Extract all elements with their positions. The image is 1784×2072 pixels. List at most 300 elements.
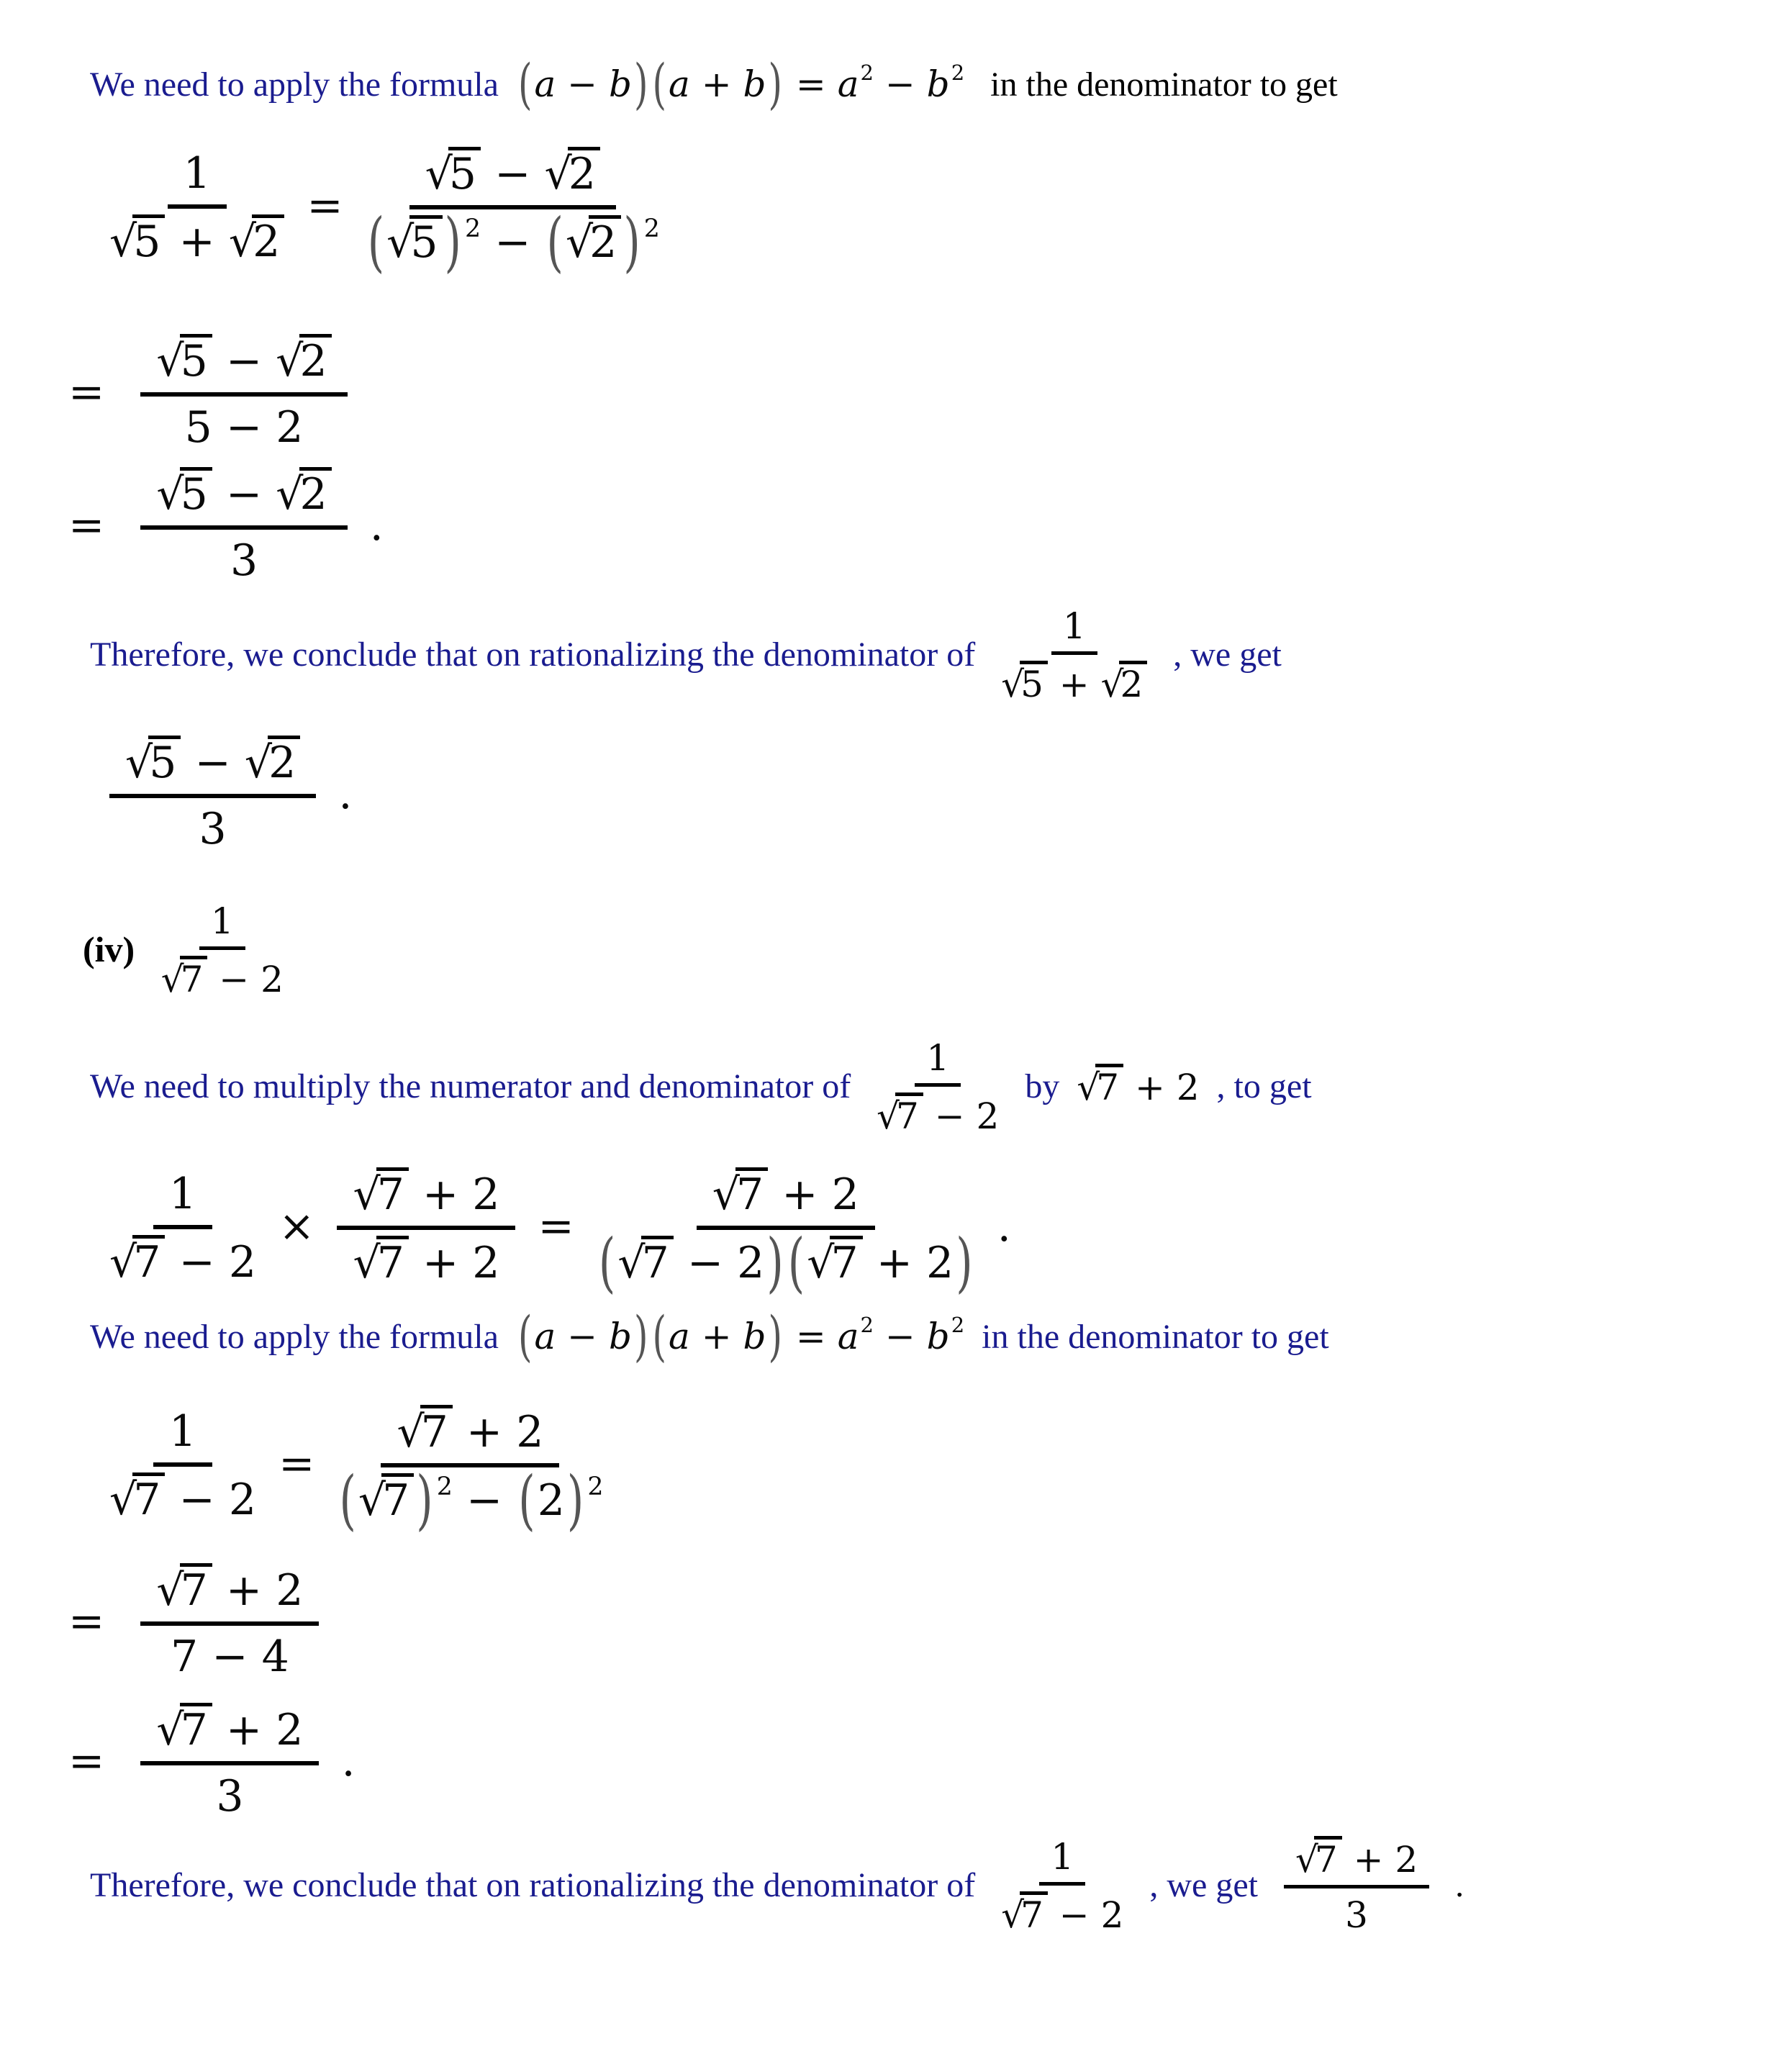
sqrt-radical — [276, 334, 331, 386]
paragraph — [83, 898, 301, 1000]
text-segment: in the denominator to get — [973, 1317, 1329, 1356]
math-operator: + — [408, 1170, 473, 1220]
math-operator: − — [165, 1236, 229, 1288]
radicand: 7 — [1095, 1064, 1123, 1105]
sqrt-radical — [353, 1167, 408, 1220]
math-operator: = — [293, 181, 357, 231]
open-paren: ( — [598, 1225, 616, 1301]
radical-sign-icon: √ — [228, 216, 257, 267]
fraction-numerator — [915, 1035, 961, 1087]
open-paren: ( — [652, 53, 666, 116]
math-operator: = — [265, 1439, 329, 1489]
math-operator: = — [784, 1316, 838, 1357]
radical-sign-icon: √ — [397, 1407, 425, 1457]
math-operator: − — [165, 1474, 229, 1525]
radical-sign-icon: √ — [877, 1095, 900, 1137]
radical-sign-icon: √ — [125, 738, 153, 788]
radicand: 7 — [376, 1167, 409, 1216]
radicand: 2 — [252, 214, 284, 263]
math-operator: = — [68, 366, 132, 417]
math-number: 1 — [168, 1406, 197, 1457]
math-operator: − — [481, 149, 545, 199]
sqrt-radical — [109, 1472, 165, 1525]
paragraph — [90, 603, 1282, 705]
fraction-numerator — [1051, 603, 1097, 655]
inline-math — [868, 1035, 1008, 1137]
text-segment: We need to multiply the numerator and denominator of — [90, 1067, 860, 1105]
close-paren: ) — [416, 1462, 433, 1539]
radical-sign-icon: √ — [109, 1474, 137, 1525]
math-operator: − — [873, 1316, 927, 1357]
sqrt-radical — [1295, 1836, 1342, 1881]
math-variable: b — [743, 63, 766, 105]
paren-content — [538, 1475, 565, 1526]
fraction-denominator — [1001, 655, 1147, 705]
math-operator: . — [327, 1735, 356, 1786]
math-number: 2 — [516, 1407, 544, 1457]
fraction-denominator — [109, 1467, 256, 1525]
fraction-denominator — [1345, 1888, 1368, 1936]
radicand: 5 — [409, 215, 442, 264]
inline-math — [516, 53, 965, 116]
math-operator: + — [1341, 1839, 1395, 1881]
fraction — [366, 144, 660, 281]
fraction-denominator — [230, 530, 258, 586]
fraction-denominator — [353, 1230, 499, 1288]
sqrt-radical — [244, 736, 300, 788]
equation — [68, 331, 356, 453]
math-number: 2 — [228, 1236, 257, 1288]
math-number: 1 — [210, 900, 234, 942]
math-variable: a — [837, 1316, 859, 1357]
radical-sign-icon: √ — [160, 959, 184, 1000]
radical-sign-icon: √ — [156, 336, 184, 386]
paren-group — [337, 1462, 435, 1539]
fraction — [1001, 1834, 1123, 1936]
math-variable: a — [837, 63, 859, 105]
radicand: 7 — [641, 1236, 674, 1285]
close-paren: ) — [444, 204, 461, 281]
sqrt-radical — [156, 1563, 212, 1616]
fraction — [337, 1164, 515, 1288]
radical-sign-icon: √ — [109, 1236, 137, 1288]
fraction-numerator — [337, 1164, 515, 1230]
radicand: 5 — [180, 334, 212, 383]
equation — [101, 1402, 612, 1539]
radical-sign-icon: √ — [276, 336, 304, 386]
math-number: 2 — [261, 959, 284, 1000]
fraction-denominator — [366, 204, 660, 281]
math-operator: . — [356, 499, 384, 551]
close-paren: ) — [623, 204, 640, 281]
math-operator: − — [556, 63, 609, 105]
paren-content — [534, 1316, 632, 1357]
math-number: 1 — [926, 1037, 950, 1079]
radical-sign-icon: √ — [1077, 1067, 1100, 1108]
sqrt-radical — [353, 1236, 408, 1288]
sqrt-radical — [397, 1405, 452, 1457]
sqrt-radical — [712, 1167, 768, 1220]
text-segment: Therefore, we conclude that on rationalizing the denominator of — [90, 635, 984, 674]
math-number: 3 — [216, 1771, 244, 1822]
math-superscript: 2 — [587, 1472, 604, 1502]
math-operator: = — [68, 499, 132, 551]
math-operator: + — [452, 1407, 517, 1457]
math-operator: − — [673, 1238, 738, 1288]
fraction-denominator — [216, 1765, 243, 1822]
radicand: 7 — [180, 956, 208, 997]
fraction-denominator — [199, 798, 227, 854]
math-operator: = — [784, 63, 838, 105]
paren-group — [786, 1225, 975, 1301]
math-operator: − — [556, 1316, 609, 1357]
math-superscript: 2 — [436, 1472, 453, 1502]
sqrt-radical — [386, 215, 442, 268]
math-operator: + — [1047, 664, 1101, 705]
paragraph — [90, 1834, 1464, 1936]
math-variable: b — [926, 63, 950, 105]
paren-content — [669, 1316, 766, 1357]
fraction-denominator — [109, 1229, 256, 1288]
radical-sign-icon: √ — [276, 469, 304, 520]
fraction — [109, 1166, 256, 1288]
math-operator: − — [181, 738, 245, 788]
close-paren: ) — [768, 53, 783, 116]
math-number: 3 — [1345, 1894, 1368, 1936]
open-paren: ( — [652, 1305, 666, 1368]
math-superscript: 2 — [860, 1312, 874, 1337]
paren-content — [669, 63, 766, 105]
paren-content — [617, 1236, 764, 1288]
radicand: 7 — [735, 1167, 768, 1216]
math-operator: = — [68, 1596, 132, 1647]
math-number: 2 — [1395, 1839, 1418, 1881]
open-paren: ( — [787, 1225, 805, 1301]
radical-sign-icon: √ — [425, 149, 453, 199]
radical-sign-icon: √ — [1100, 664, 1124, 705]
paren-group — [650, 1305, 784, 1368]
inline-math — [1275, 1834, 1438, 1936]
open-paren: ( — [339, 1462, 356, 1539]
paragraph — [90, 1305, 1329, 1368]
sqrt-radical — [565, 215, 621, 268]
sqrt-radical — [1100, 661, 1148, 705]
fraction-numerator — [1039, 1834, 1085, 1886]
math-number: 2 — [472, 1238, 500, 1288]
math-operator: − — [873, 63, 927, 105]
fraction-numerator — [109, 733, 316, 798]
sqrt-radical — [1077, 1064, 1123, 1108]
fraction-denominator — [1001, 1886, 1123, 1936]
math-operator: + — [689, 63, 743, 105]
equation — [68, 1700, 356, 1822]
sqrt-radical — [156, 334, 212, 386]
inline-math — [516, 1305, 965, 1368]
paren-content — [358, 1473, 414, 1526]
math-operator: + — [408, 1238, 473, 1288]
math-number: 2 — [276, 1705, 304, 1755]
fraction-denominator — [877, 1087, 999, 1137]
inline-math — [1077, 1064, 1199, 1108]
math-operator: + — [165, 216, 229, 267]
fraction — [597, 1164, 975, 1301]
text-segment: , we get — [1141, 1865, 1267, 1904]
inline-math — [992, 1834, 1132, 1936]
radicand: 2 — [589, 215, 621, 264]
paragraph — [90, 53, 1338, 116]
fraction-numerator — [140, 1700, 319, 1765]
math-number: 5 − 2 — [184, 402, 304, 453]
text-segment: by — [1016, 1067, 1069, 1105]
sqrt-radical — [544, 147, 600, 199]
sqrt-radical — [617, 1236, 673, 1288]
math-variable: b — [608, 63, 632, 105]
fraction — [109, 733, 316, 854]
fraction-denominator — [185, 397, 304, 453]
radical-sign-icon: √ — [565, 217, 594, 268]
fraction-denominator — [161, 950, 284, 1000]
fraction-numerator — [697, 1164, 875, 1230]
fraction — [109, 145, 284, 267]
math-superscript: 2 — [860, 60, 874, 85]
math-operator: . — [325, 768, 353, 819]
math-operator: . — [983, 1201, 1011, 1252]
equation — [101, 1164, 1011, 1301]
open-paren: ( — [546, 204, 563, 281]
math-superscript: 2 — [951, 1312, 965, 1337]
radical-sign-icon: √ — [1001, 1894, 1025, 1936]
fraction-denominator — [597, 1225, 975, 1301]
open-paren: ( — [518, 1462, 535, 1539]
radical-sign-icon: √ — [712, 1170, 740, 1220]
fraction-numerator — [199, 898, 245, 950]
fraction-numerator — [140, 464, 347, 530]
math-operator: + — [212, 1565, 276, 1616]
math-number: 2 — [537, 1475, 565, 1526]
fraction — [1001, 603, 1147, 705]
close-paren: ) — [768, 1305, 783, 1368]
fraction-numerator — [153, 1403, 212, 1467]
paren-group — [366, 204, 463, 281]
math-operator: − — [207, 959, 261, 1000]
sqrt-radical — [109, 214, 165, 267]
fraction-denominator — [171, 1626, 289, 1682]
math-operator: − — [1047, 1894, 1101, 1936]
fraction — [140, 464, 347, 586]
paren-group — [597, 1225, 786, 1301]
paren-content — [386, 215, 442, 268]
math-number: 2 — [831, 1170, 859, 1220]
fraction-numerator — [409, 144, 616, 209]
radicand: 7 — [895, 1092, 923, 1134]
radicand: 7 — [1314, 1836, 1342, 1878]
paren-content — [534, 63, 632, 105]
text-segment: , to get — [1208, 1067, 1312, 1105]
open-paren: ( — [367, 204, 385, 281]
fraction — [140, 331, 347, 453]
math-operator: = — [68, 1735, 132, 1786]
equation — [68, 1560, 327, 1682]
math-number: 1 — [168, 1168, 197, 1219]
math-operator: − — [212, 336, 276, 386]
fraction — [337, 1402, 604, 1539]
inline-math — [992, 603, 1156, 705]
sqrt-radical — [156, 1703, 212, 1755]
radical-sign-icon: √ — [244, 738, 273, 788]
paren-content — [565, 215, 621, 268]
radical-sign-icon: √ — [353, 1170, 381, 1220]
close-paren: ) — [633, 1305, 648, 1368]
radical-sign-icon: √ — [358, 1475, 386, 1526]
fraction — [161, 898, 284, 1000]
radicand: 7 — [132, 1235, 165, 1284]
math-superscript: 2 — [464, 214, 481, 244]
radicand: 7 — [376, 1236, 409, 1285]
radical-sign-icon: √ — [617, 1238, 646, 1288]
math-number: 3 — [199, 804, 227, 854]
fraction-numerator — [140, 1560, 319, 1626]
sqrt-radical — [1001, 661, 1048, 705]
radical-sign-icon: √ — [1295, 1839, 1318, 1881]
radicand: 5 — [1020, 661, 1048, 702]
fraction-numerator — [381, 1402, 559, 1467]
radicand: 2 — [299, 334, 332, 383]
radical-sign-icon: √ — [353, 1238, 381, 1288]
math-number: 1 — [1062, 605, 1086, 647]
sqrt-radical — [1001, 1891, 1048, 1936]
sqrt-radical — [109, 1235, 165, 1288]
fraction-numerator — [168, 145, 227, 209]
radicand: 5 — [180, 467, 212, 516]
fraction-numerator — [1284, 1834, 1429, 1888]
sqrt-radical — [425, 147, 481, 199]
radicand: 7 — [1020, 1891, 1048, 1933]
fraction — [140, 1700, 319, 1822]
fraction-denominator — [109, 209, 284, 267]
radicand: 5 — [148, 736, 181, 784]
close-paren: ) — [766, 1225, 784, 1301]
sqrt-radical — [156, 467, 212, 520]
math-operator: + — [1123, 1067, 1177, 1108]
text-segment: Therefore, we conclude that on rationalizing the denominator of — [90, 1865, 984, 1904]
equation — [101, 733, 352, 854]
sqrt-radical — [276, 467, 331, 520]
radicand: 7 — [180, 1563, 212, 1612]
radicand: 7 — [830, 1236, 862, 1285]
radical-sign-icon: √ — [156, 1705, 184, 1755]
math-operator: × — [265, 1201, 329, 1252]
paren-group — [650, 53, 784, 116]
math-number: 2 — [737, 1238, 765, 1288]
math-operator: − — [481, 217, 545, 268]
text-segment: , we get — [1164, 635, 1282, 674]
fraction — [877, 1035, 999, 1137]
fraction — [140, 1560, 319, 1682]
math-operator: − — [452, 1475, 517, 1526]
radical-sign-icon: √ — [386, 217, 415, 268]
math-operator: + — [212, 1705, 276, 1755]
math-variable: b — [608, 1316, 632, 1357]
math-superscript: 2 — [643, 214, 660, 244]
sqrt-radical — [160, 956, 208, 1000]
math-variable: b — [926, 1316, 950, 1357]
radical-sign-icon: √ — [156, 1565, 184, 1616]
text-segment: We need to apply the formula — [90, 1317, 507, 1356]
equation — [68, 464, 384, 586]
radicand: 2 — [268, 736, 300, 784]
math-number: 7 − 4 — [171, 1632, 289, 1682]
math-superscript: 2 — [951, 60, 965, 85]
math-number: 2 — [1100, 1894, 1124, 1936]
math-variable: b — [743, 1316, 766, 1357]
math-number: 2 — [976, 1095, 1000, 1137]
open-paren: ( — [517, 53, 533, 116]
fraction — [109, 1403, 256, 1525]
math-number: 2 — [472, 1170, 500, 1220]
paren-group — [545, 204, 643, 281]
radical-sign-icon: √ — [544, 149, 572, 199]
fraction-numerator — [153, 1166, 212, 1229]
sqrt-radical — [228, 214, 284, 267]
math-number: 2 — [228, 1474, 257, 1525]
math-variable: a — [534, 63, 556, 105]
math-variable: a — [669, 1316, 690, 1357]
paren-group — [516, 1462, 586, 1539]
text-segment: . — [1446, 1865, 1464, 1904]
radicand: 2 — [568, 147, 600, 196]
inline-math — [153, 898, 292, 1000]
radical-sign-icon: √ — [109, 216, 137, 267]
text-segment: (iv) — [83, 929, 144, 969]
radicand: 5 — [448, 147, 481, 196]
paren-group — [516, 53, 651, 116]
text-segment: We need to apply the formula — [90, 65, 507, 104]
radicand: 7 — [180, 1703, 212, 1752]
fraction-denominator — [337, 1462, 604, 1539]
math-operator: − — [923, 1095, 977, 1137]
radicand: 7 — [420, 1405, 453, 1454]
radical-sign-icon: √ — [156, 469, 184, 520]
radical-sign-icon: √ — [1001, 664, 1025, 705]
math-operator: + — [689, 1316, 743, 1357]
sqrt-radical — [877, 1092, 923, 1137]
math-variable: a — [669, 63, 690, 105]
math-operator: − — [212, 469, 276, 520]
radicand: 2 — [1119, 661, 1147, 702]
open-paren: ( — [517, 1305, 533, 1368]
math-operator: = — [524, 1201, 588, 1252]
radicand: 5 — [132, 214, 165, 263]
radicand: 2 — [299, 467, 332, 516]
math-variable: a — [534, 1316, 556, 1357]
paren-group — [516, 1305, 651, 1368]
paren-content — [807, 1236, 954, 1288]
close-paren: ) — [633, 53, 648, 116]
math-number: 2 — [276, 1565, 304, 1616]
text-segment: in the denominator to get — [973, 65, 1338, 104]
equation — [101, 144, 669, 281]
math-number: 1 — [1051, 1836, 1074, 1878]
math-operator: + — [862, 1238, 927, 1288]
radicand: 7 — [381, 1473, 414, 1522]
sqrt-radical — [807, 1236, 862, 1288]
math-number: 2 — [926, 1238, 954, 1288]
radical-sign-icon: √ — [807, 1238, 835, 1288]
close-paren: ) — [956, 1225, 973, 1301]
fraction — [1284, 1834, 1429, 1936]
math-operator: + — [768, 1170, 832, 1220]
fraction-numerator — [140, 331, 347, 397]
